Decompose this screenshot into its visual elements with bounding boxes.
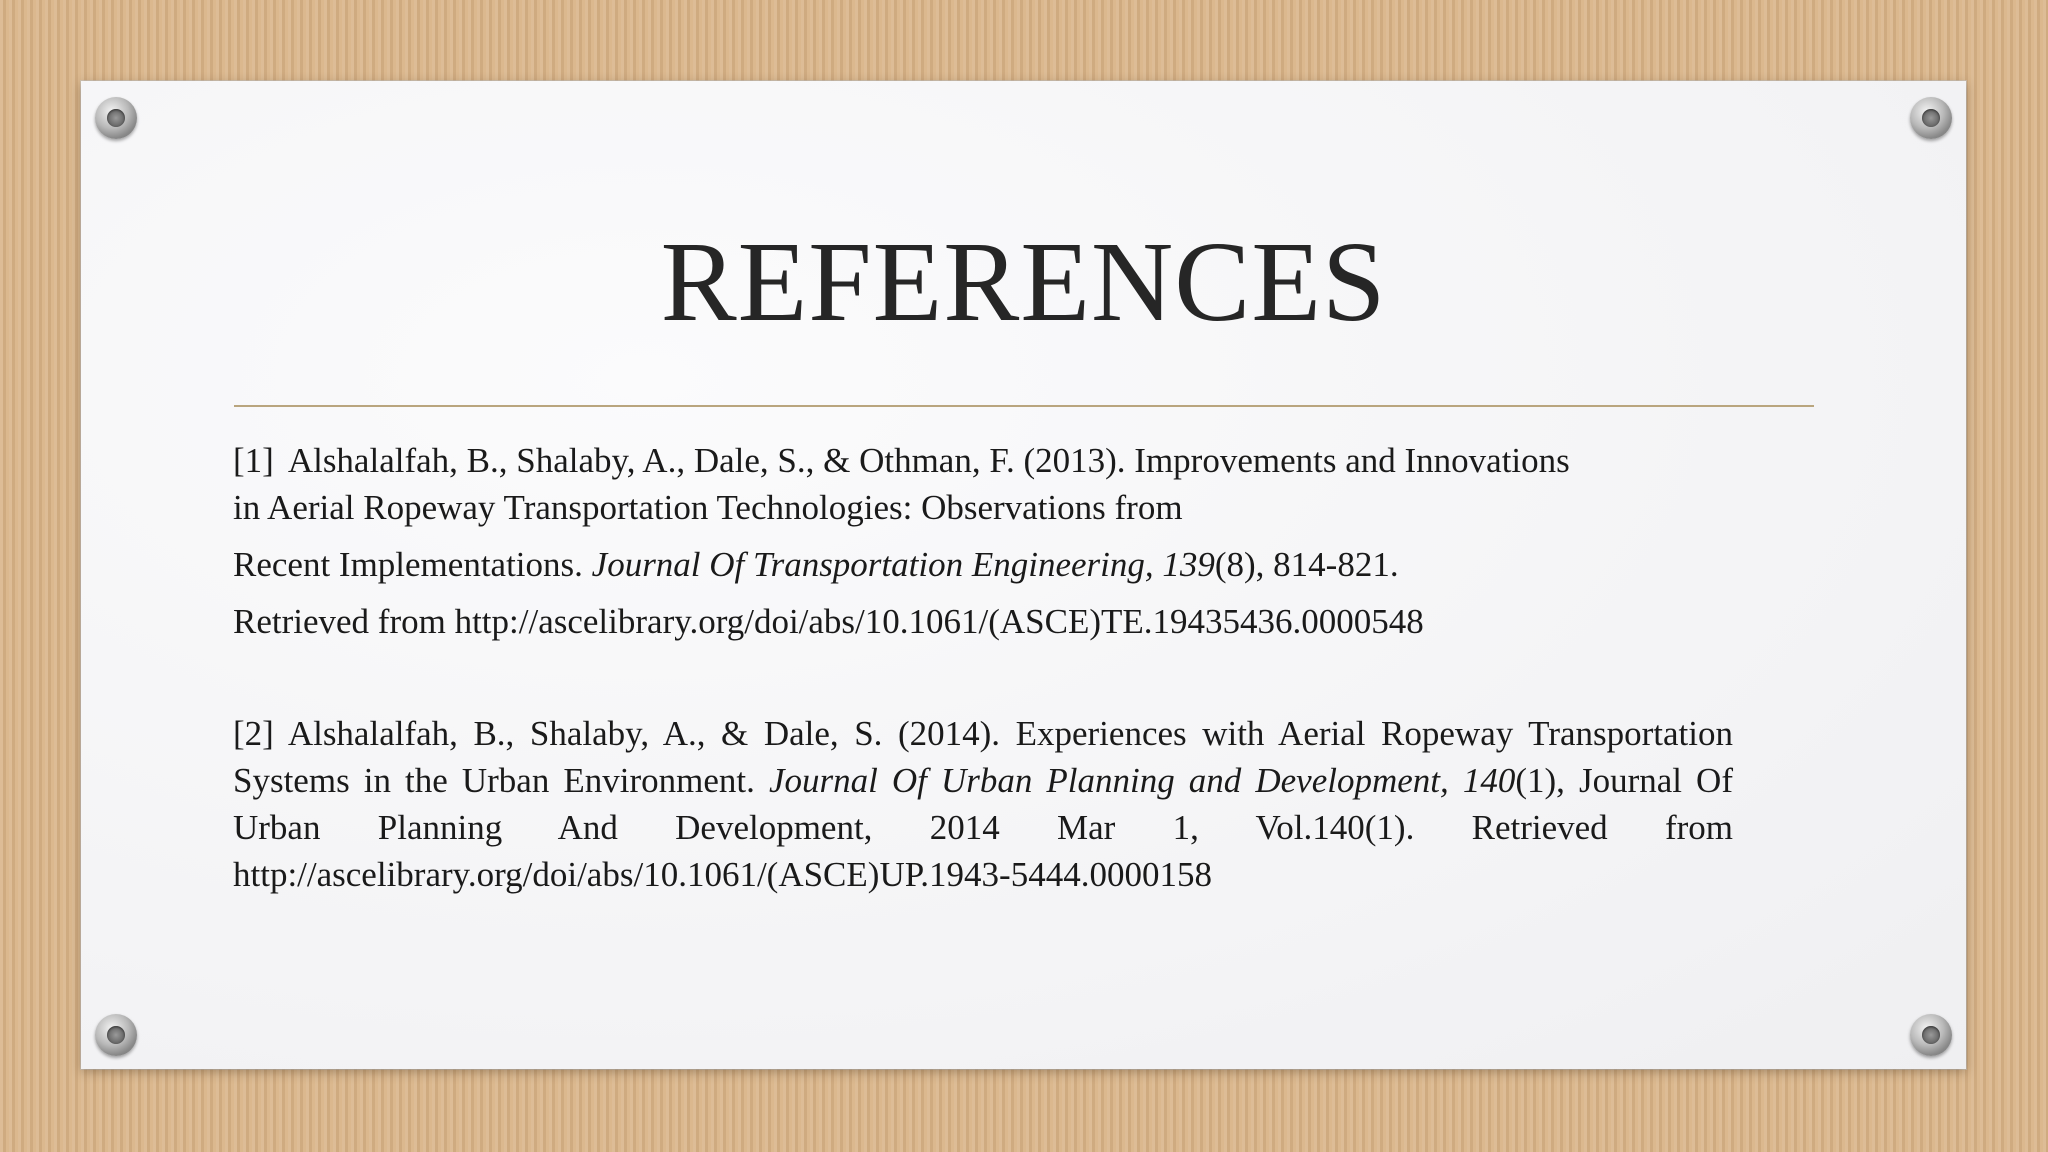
reference-authors: Alshalalfah, B., Shalaby, A., & Dale, S. (2014). Experiences with Aerial Ropeway Transportation Systems in the Urban Environment. [233, 714, 1733, 800]
rivet-icon [1910, 1014, 1952, 1056]
page-title: REFERENCES [660, 218, 1387, 345]
reference-item-1 [233, 437, 1733, 645]
reference-number: [1] [233, 441, 274, 480]
reference-issue: (8), 814-821. [1214, 545, 1399, 584]
reference-item-2 [233, 710, 1733, 898]
title-divider [234, 405, 1814, 407]
rivet-icon [1910, 97, 1952, 139]
reference-journal: Journal Of Transportation Engineering, 139 [591, 545, 1215, 584]
reference-line [233, 541, 1733, 588]
reference-retrieved: Retrieved from http://ascelibrary.org/doi/abs/10.1061/(ASCE)TE.19435436.0000548 [233, 602, 1424, 641]
reference-number: [2] [233, 714, 274, 753]
reference-journal: Journal Of Urban Planning and Development, 140 [768, 761, 1516, 800]
reference-authors: Alshalalfah, B., Shalaby, A., Dale, S., & Othman, F. (2013). Improvements and Innovations [287, 441, 1570, 480]
reference-issue: (1), Journal Of Urban Planning And Development, 2014 Mar 1, Vol.140(1). [233, 761, 1733, 847]
rivet-icon [95, 1014, 137, 1056]
reference-title-end: Recent Implementations. [233, 545, 592, 584]
reference-retrieved: Retrieved from http://ascelibrary.org/doi/abs/10.1061/(ASCE)UP.1943-5444.0000158 [233, 808, 1733, 894]
rivet-icon [95, 97, 137, 139]
reference-line: in Aerial Ropeway Transportation Technologies: Observations from [233, 488, 1183, 527]
reference-line [233, 437, 1733, 484]
